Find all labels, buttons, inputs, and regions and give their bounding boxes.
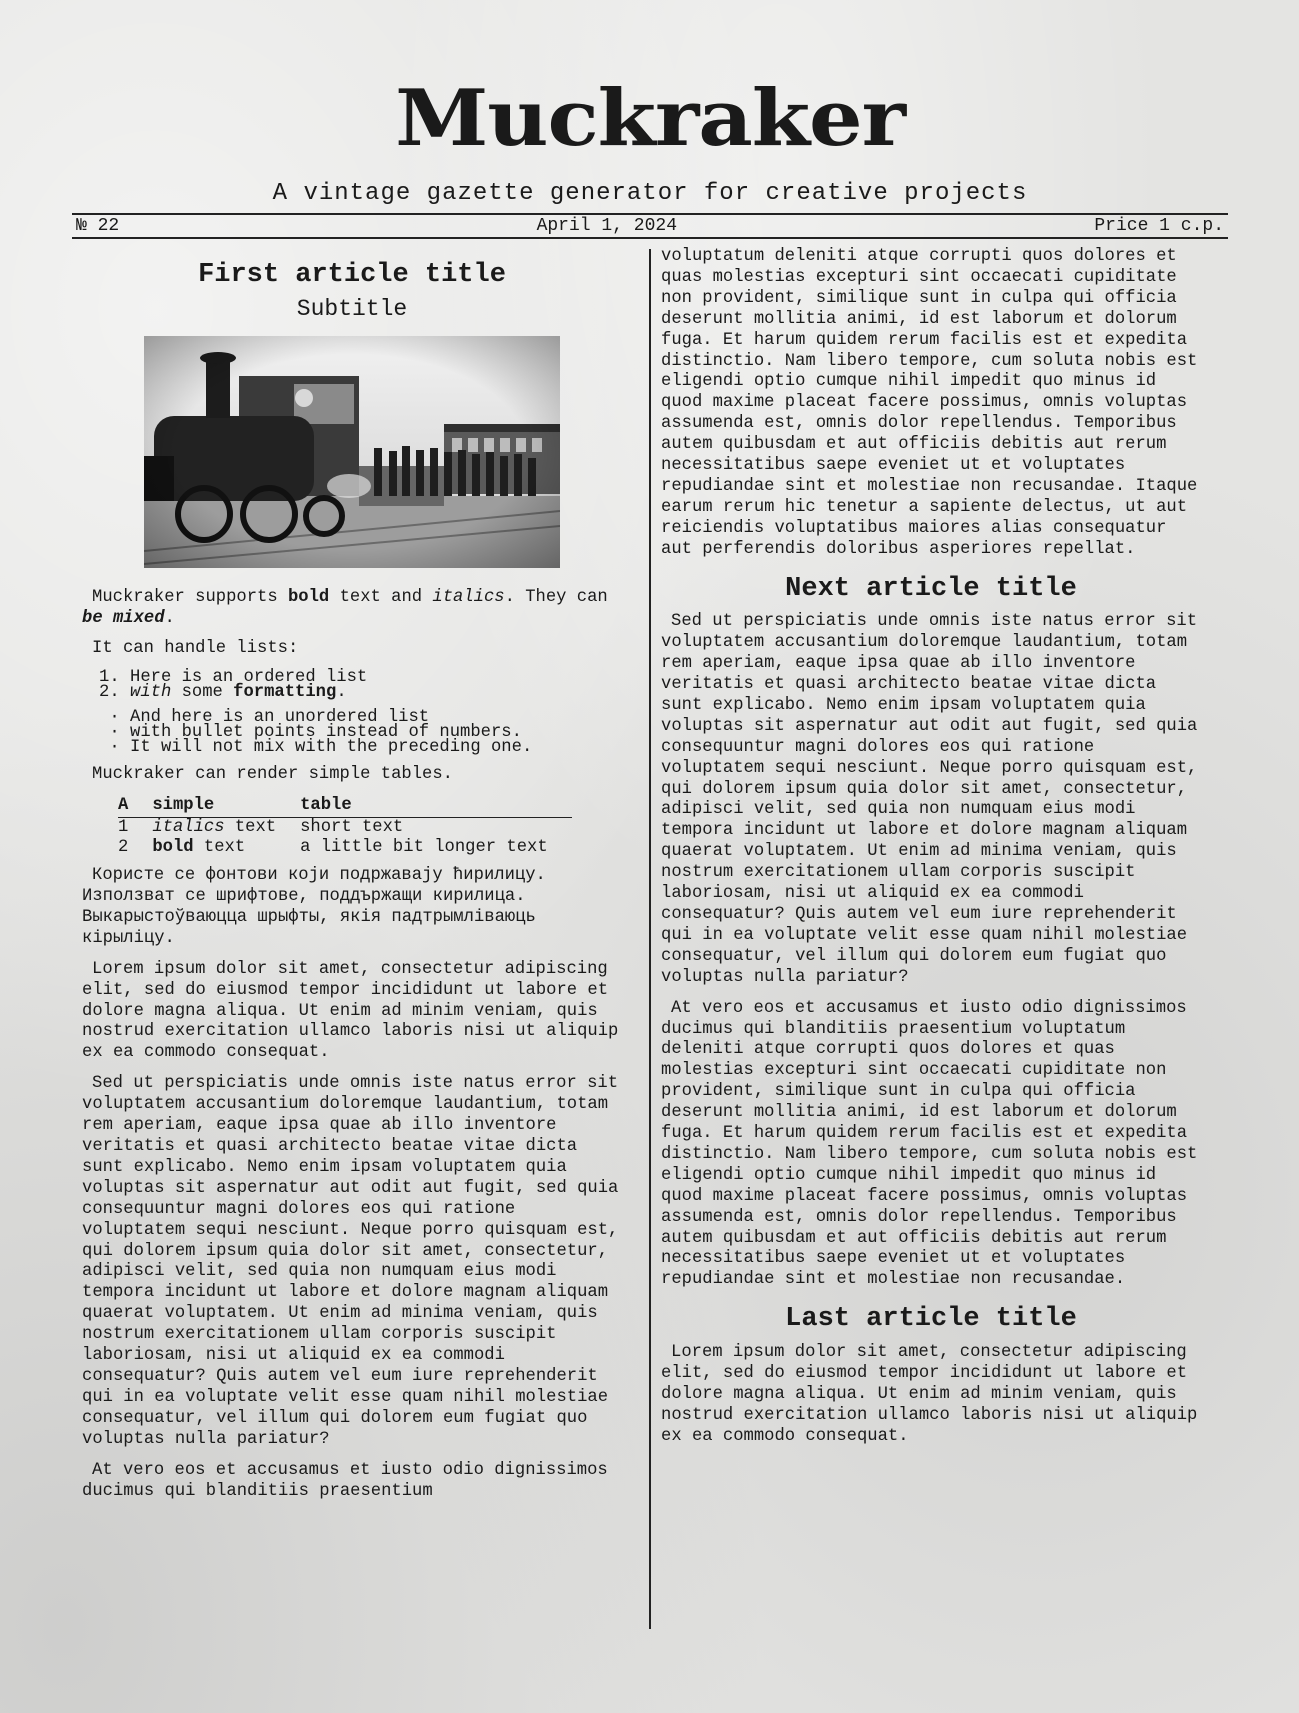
- left-column: [72, 247, 642, 1512]
- tagline: A vintage gazette generator for creative projects: [272, 180, 1028, 207]
- issue-date: April 1, 2024: [536, 216, 678, 236]
- table-cell: bold text: [152, 838, 246, 858]
- table-row: [118, 818, 572, 839]
- lists-intro: It can handle lists:: [92, 639, 299, 659]
- next-article-title: Next article title: [785, 573, 1077, 604]
- article-columns: [72, 247, 1228, 1512]
- first-article-subtitle: Subtitle: [296, 295, 408, 322]
- table-cell: short text: [300, 818, 404, 838]
- tables-intro: Muckraker can render simple tables.: [92, 765, 453, 785]
- next-article-paragraph-1: Sed ut perspiciatis unde omnis iste natus error sit voluptatem accusantium doloremque laudantium, totam rem aperiam, eaque ipsa quae ab illo inventore veritatis et quasi architecto beatae vitae dicta sunt explicabo. Nemo enim ipsam voluptatem quia voluptas sit aspernatur aut odit aut fugit, sed quia consequuntur magni dolores eos qui ratione voluptatem sequi nesciunt. Neque porro quisquam est, qui dolorem ipsum quia dolor sit amet, consectetur, adipisci velit, sed quia non numquam eius modi tempora incidunt ut labore et dolore magnam aliquam quaerat voluptatem. Ut enim ad minima veniam, quis nostrum exercitationem ullam corporis suscipit laboriosam, nisi ut aliquid ex ea commodi consequatur? Quis autem vel eum iure reprehenderit qui in ea voluptate velit esse quam nihil molestiae consequatur, vel illum qui dolorem eum fugiat quo voluptas nulla pariatur?: [661, 612, 1198, 987]
- table-header-cell: table: [300, 796, 572, 817]
- gazette-page: [72, 70, 1228, 1512]
- table-header-row: [118, 796, 572, 817]
- lorem-paragraph-2: Sed ut perspiciatis unde omnis iste natus error sit voluptatem accusantium doloremque laudantium, totam rem aperiam, eaque ipsa quae ab illo inventore veritatis et quasi architecto beatae vitae dicta sunt explicabo. Nemo enim ipsam voluptatem quia voluptas sit aspernatur aut odit aut fugit, sed quia consequuntur magni dolores eos qui ratione voluptatem sequi nesciunt. Neque porro quisquam est, qui dolorem ipsum quia dolor sit amet, consectetur, adipisci velit, sed quia non numquam eius modi tempora incidunt ut labore et dolore magnam aliquam quaerat voluptatem. Ut enim ad minima veniam, quis nostrum exercitationem ullam corporis suscipit laboriosam, nisi ut aliquid ex ea commodi consequatur? Quis autem vel eum iure reprehenderit qui in ea voluptate velit esse quam nihil molestiae consequatur, vel illum qui dolorem eum fugiat quo voluptas nulla pariatur?: [82, 1074, 619, 1449]
- first-article-title: First article title: [198, 260, 506, 290]
- lorem-paragraph-3-start: At vero eos et accusamus et iusto odio dignissimos ducimus qui blanditiis praesentium: [82, 1460, 608, 1501]
- train-photo: [144, 336, 560, 568]
- table-cell: 1: [118, 818, 129, 838]
- list-item: 2. with some formatting.: [130, 685, 622, 700]
- issue-number: № 22: [76, 216, 120, 236]
- next-article-paragraph-2: At vero eos et accusamus et iusto odio dignissimos ducimus qui blanditiis praesentium voluptatum deleniti atque corrupti quos dolores et quas molestias excepturi sint occaecati cupiditate non provident, similique sunt in culpa qui officia deserunt mollitia animi, id est laborum et dolorum fuga. Et harum quidem rerum facilis est et expedita distinctio. Nam libero tempore, cum soluta nobis est eligendi optio cumque nihil impedit quo minus id quod maxime placeat facere possimus, omnis voluptas assumenda est, omnis dolor repellendus. Temporibus autem quibusdam et aut officiis debitis aut rerum necessitatibus saepe eveniet ut et voluptates repudiandae sint et molestiae non recusandae.: [661, 998, 1198, 1290]
- table-row: [118, 838, 572, 858]
- last-article-title: Last article title: [785, 1304, 1077, 1335]
- lorem-paragraph-3-continued: voluptatum deleniti atque corrupti quos dolores et quas molestias excepturi sint occaecati cupiditate non provident, similique sunt in culpa qui officia deserunt mollitia animi, id est laborum et dolorum fuga. Et harum quidem rerum facilis est et expedita distinctio. Nam libero tempore, cum soluta nobis est eligendi optio cumque nihil impedit quo minus id quod maxime placeat facere possimus, omnis voluptas assumenda est, omnis dolor repellendus. Temporibus autem quibusdam et aut officiis debitis aut rerum necessitatibus saepe eveniet ut et voluptates repudiandae sint et molestiae non recusandae. Itaque earum rerum hic tenetur a sapiente delectus, ut aut reiciendis voluptatibus maiores alias consequatur aut perferendis doloribus asperiores repellat.: [661, 247, 1198, 559]
- formatting-paragraph: Muckraker supports bold text and italics. They can be mixed.: [82, 587, 608, 628]
- issue-info-bar: [72, 213, 1228, 239]
- simple-table: [118, 796, 572, 858]
- table-cell: 2: [118, 838, 129, 858]
- lorem-paragraph-1: Lorem ipsum dolor sit amet, consectetur adipiscing elit, sed do eiusmod tempor incididunt ut labore et dolore magna aliqua. Ut enim ad minim veniam, quis nostrud exercitation ullamco laboris nisi ut aliquip ex ea commodo consequat.: [82, 959, 619, 1063]
- list-item: · with bullet points instead of numbers.: [130, 725, 622, 740]
- right-column: [642, 247, 1201, 1512]
- table-cell: a little bit longer text: [300, 838, 548, 858]
- table-cell: italics text: [152, 818, 277, 838]
- list-item: · It will not mix with the preceding one.: [130, 740, 622, 755]
- column-divider: [649, 249, 651, 1629]
- unordered-list: [82, 708, 622, 758]
- issue-price: Price 1 c.p.: [1094, 216, 1224, 236]
- masthead-title: Muckraker: [395, 73, 905, 164]
- last-article-paragraph-1: Lorem ipsum dolor sit amet, consectetur adipiscing elit, sed do eiusmod tempor incididunt ut labore et dolore magna aliqua. Ut enim ad minim veniam, quis nostrud exercitation ullamco laboris nisi ut aliquip ex ea commodo consequat.: [661, 1342, 1198, 1446]
- list-item: · And here is an unordered list: [130, 710, 622, 725]
- cyrillic-paragraph: Користе се фонтови који подржавају ћирилицу. Използват се шрифтове, поддържащи кирилица. Выкарыстоўваюцца шрыфты, якія падтрымліваюць кірыліцу.: [82, 866, 546, 948]
- table-header-cell: simple: [152, 796, 300, 817]
- table-header-cell: A: [118, 796, 152, 817]
- list-item: 1. Here is an ordered list: [130, 670, 622, 685]
- ordered-list: [82, 668, 622, 703]
